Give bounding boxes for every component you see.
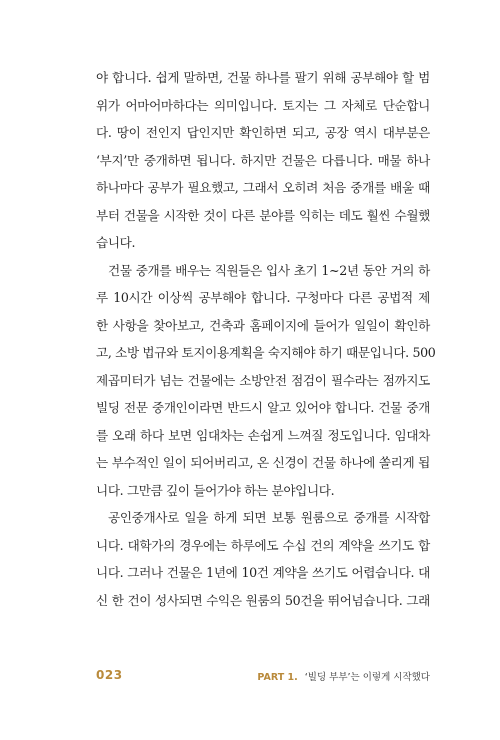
text-line: 빌딩 전문 중개인이라면 반드시 알고 있어야 합니다. 건물 중개 <box>96 400 430 415</box>
text-line: 니다. 대학가의 경우에는 하루에도 수십 건의 계약을 쓰기도 합 <box>96 537 430 553</box>
text-line: 신 한 건이 성사되면 수익은 원룸의 50건을 뛰어넘습니다. 그래 <box>96 592 430 608</box>
text-line: 를 오래 하다 보면 임대차는 손쉽게 느껴질 정도입니다. 임대차 <box>96 427 430 443</box>
page-body <box>96 64 436 614</box>
text-line: 니다. 그만큼 깊이 들어가야 하는 분야입니다. <box>96 482 335 498</box>
paragraph-text <box>96 64 430 257</box>
text-line: 다. 땅이 전인지 답인지만 확인하면 되고, 공장 역시 대부분은 <box>96 125 430 140</box>
paragraph-text <box>96 257 436 505</box>
text-line: 하나마다 공부가 필요했고, 그래서 오히려 처음 중개를 배울 때 <box>96 180 430 195</box>
part-title: ‘빌딩 부부’는 이렇게 시작했다 <box>304 672 430 683</box>
text-line: 제곱미터가 넘는 건물에는 소방안전 점검이 필수라는 점까지도 <box>96 372 430 388</box>
text-line: 위가 어마어마하다는 의미입니다. 토지는 그 자체로 단순합니 <box>96 97 430 113</box>
text-line: 야 합니다. 쉽게 말하면, 건물 하나를 팔기 위해 공부해야 할 범 <box>96 70 430 85</box>
paragraph <box>96 504 430 614</box>
text-line: 건물 중개를 배우는 직원들은 입사 초기 1~2년 동안 거의 하 <box>108 262 430 278</box>
page-number: 023 <box>96 668 123 682</box>
paragraph <box>96 64 430 257</box>
part-label: PART 1. <box>257 672 298 683</box>
text-line: 공인중개사로 일을 하게 되면 보통 원룸으로 중개를 시작합 <box>108 510 430 525</box>
page-footer <box>96 668 430 688</box>
text-line: 습니다. <box>96 235 136 250</box>
text-line: 루 10시간 이상씩 공부해야 합니다. 구청마다 다른 공법적 제 <box>96 290 430 305</box>
text-line: 부터 건물을 시작한 것이 다른 분야를 익히는 데도 훨씬 수월했 <box>96 207 430 223</box>
running-head <box>257 669 430 683</box>
paragraph <box>96 257 436 505</box>
text-line: 니다. 그러나 건물은 1년에 10건 계약을 쓰기도 어렵습니다. 대 <box>96 565 430 580</box>
paragraph-text <box>96 504 430 614</box>
text-line: 고, 소방 법규와 토지이용계획을 숙지해야 하기 때문입니다. 500 <box>96 345 436 360</box>
text-line: 는 부수적인 일이 되어버리고, 온 신경이 건물 하나에 쏠리게 됩 <box>96 455 430 470</box>
text-line: 한 사항을 찾아보고, 건축과 홈페이지에 들어가 일일이 확인하 <box>96 317 430 333</box>
text-line: ‘부지’만 중개하면 됩니다. 하지만 건물은 다릅니다. 매물 하나 <box>96 152 430 168</box>
